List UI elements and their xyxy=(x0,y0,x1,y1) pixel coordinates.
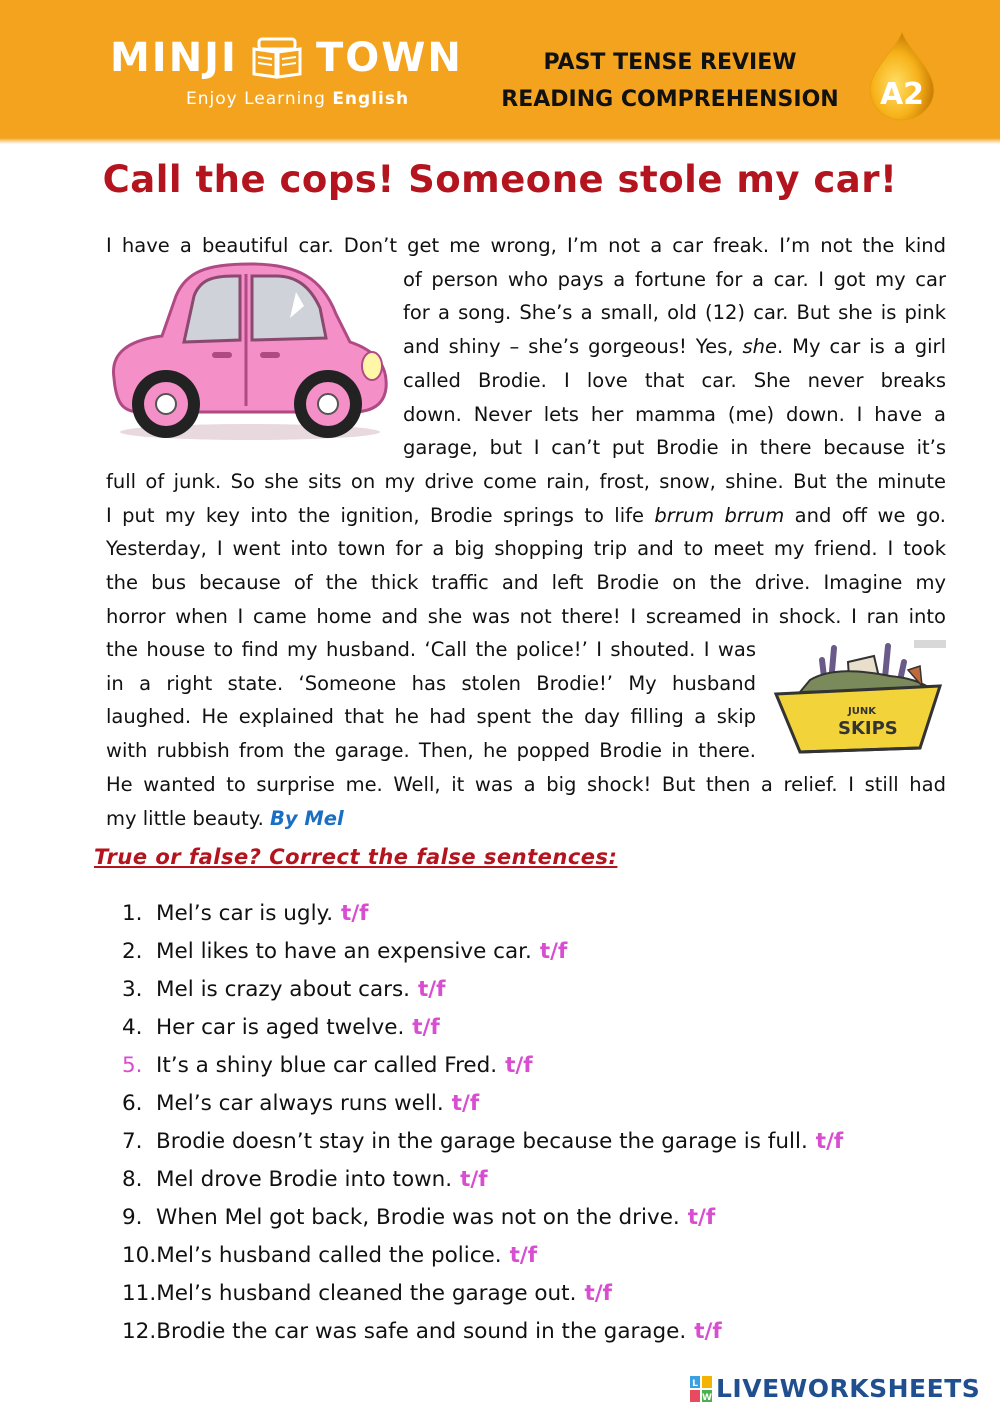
brand-logo xyxy=(110,36,463,80)
worksheet-type-line2: READING COMPREHENSION xyxy=(501,87,839,112)
question-item: 11.Mel’s husband cleaned the garage out. t/f xyxy=(122,1281,612,1306)
skip-label-small: JUNK xyxy=(848,706,876,717)
true-false-toggle[interactable]: t/f xyxy=(418,977,446,1002)
true-false-toggle[interactable]: t/f xyxy=(460,1167,488,1192)
true-false-toggle[interactable]: t/f xyxy=(687,1205,716,1230)
story-title: Call the cops! Someone stole my car! xyxy=(102,158,898,201)
questions-list xyxy=(122,895,942,1351)
brand-word-right: TOWN xyxy=(315,35,463,81)
story-line: in a right state. ‘Someone has stolen Brodie!’ My husband xyxy=(106,671,756,695)
true-false-toggle[interactable]: t/f xyxy=(815,1129,844,1154)
story-paragraph-2 xyxy=(106,633,756,768)
junk-skip-picture xyxy=(770,640,946,756)
worksheet-type xyxy=(460,44,880,118)
story-line: the house to find my husband. ‘Call the police!’ I shouted. I was xyxy=(106,638,756,661)
liveworksheets-icon xyxy=(690,1376,712,1402)
svg-text:L: L xyxy=(692,1378,698,1389)
level-drop-badge xyxy=(864,30,940,122)
story-line: down. Never lets her mamma (me) down. I have a xyxy=(403,402,946,426)
question-item: 12.Brodie the car was safe and sound in the garage. t/f xyxy=(122,1319,722,1344)
true-false-toggle[interactable]: t/f xyxy=(509,1243,538,1268)
level-label: A2 xyxy=(879,77,925,112)
liveworksheets-wordmark: LIVEWORKSHEETS xyxy=(716,1374,981,1403)
story-line: I put my key into the ignition, Brodie springs to life brrum brrum and off we go. xyxy=(106,503,946,527)
question-item: 7. Brodie doesn’t stay in the garage because the garage is full. t/f xyxy=(122,1129,844,1154)
brand-word-left: MINJI xyxy=(110,35,238,81)
story-paragraph-1 xyxy=(106,229,946,633)
story-line: horror when I came home and she was not there! I screamed in shock. I ran into xyxy=(106,604,946,628)
story-line: full of junk. So she sits on my drive come rain, frost, snow, shine. But the minute xyxy=(106,469,946,493)
true-false-toggle[interactable]: t/f xyxy=(539,939,568,964)
story-line: with rubbish from the garage. Then, he popped Brodie in there. xyxy=(106,739,756,763)
tagline: Enjoy Learning English xyxy=(186,89,410,109)
story-line: the bus because of the thick traffic and left Brodie on the drive. Imagine my xyxy=(106,571,946,595)
true-false-toggle[interactable]: t/f xyxy=(451,1091,480,1116)
skip-label: SKIPS xyxy=(838,718,898,739)
question-item: 8. Mel drove Brodie into town. t/f xyxy=(122,1167,488,1192)
question-item: 10.Mel’s husband called the police. t/f xyxy=(122,1243,538,1268)
story-line: He wanted to surprise me. Well, it was a big shock! But then a relief. I still had xyxy=(106,773,946,796)
story-line: I have a beautiful car. Don’t get me wrong, I’m not a car freak. I’m not the kind xyxy=(106,234,946,257)
story-paragraph-3 xyxy=(106,768,946,835)
header-band xyxy=(0,0,1000,138)
question-item: 6. Mel’s car always runs well. t/f xyxy=(122,1091,480,1116)
true-false-toggle[interactable]: t/f xyxy=(584,1281,612,1306)
worksheet-type-line1: PAST TENSE REVIEW xyxy=(543,50,797,75)
story-line: garage, but I can’t put Brodie in there because it’s xyxy=(403,436,946,460)
liveworksheets-logo xyxy=(690,1374,980,1403)
question-item: 3. Mel is crazy about cars. t/f xyxy=(122,977,446,1002)
question-item: 9. When Mel got back, Brodie was not on the drive. t/f xyxy=(122,1205,716,1230)
question-item: 2. Mel likes to have an expensive car. t/f xyxy=(122,939,568,964)
true-false-toggle[interactable]: t/f xyxy=(505,1053,533,1078)
story-line: for a song. She’s a small, old (12) car. But she is pink xyxy=(403,301,946,325)
open-book-icon xyxy=(250,37,304,79)
story-line: and shiny – she’s gorgeous! Yes, she. My car is a girl xyxy=(403,335,946,359)
story-line: Yesterday, I went into town for a big shopping trip and to meet my friend. I took xyxy=(106,537,946,561)
true-false-toggle[interactable]: t/f xyxy=(341,901,369,926)
author-signature: By Mel xyxy=(269,806,344,830)
question-item: 1. Mel’s car is ugly. t/f xyxy=(122,901,369,926)
story-line: called Brodie. I love that car. She never breaks xyxy=(403,368,946,392)
question-item: 5. It’s a shiny blue car called Fred. t/f xyxy=(122,1053,533,1078)
true-false-toggle[interactable]: t/f xyxy=(694,1319,722,1344)
story-line: laughed. He explained that he had spent the day filling a skip xyxy=(106,705,756,729)
true-false-toggle[interactable]: t/f xyxy=(412,1015,440,1040)
story-line: my little beauty. By Mel xyxy=(106,806,344,830)
question-item: 4. Her car is aged twelve. t/f xyxy=(122,1015,440,1040)
svg-text:W: W xyxy=(702,1392,712,1402)
story-line: of person who pays a fortune for a car. I got my car xyxy=(403,267,946,291)
questions-heading: True or false? Correct the false sentences: xyxy=(94,845,618,869)
